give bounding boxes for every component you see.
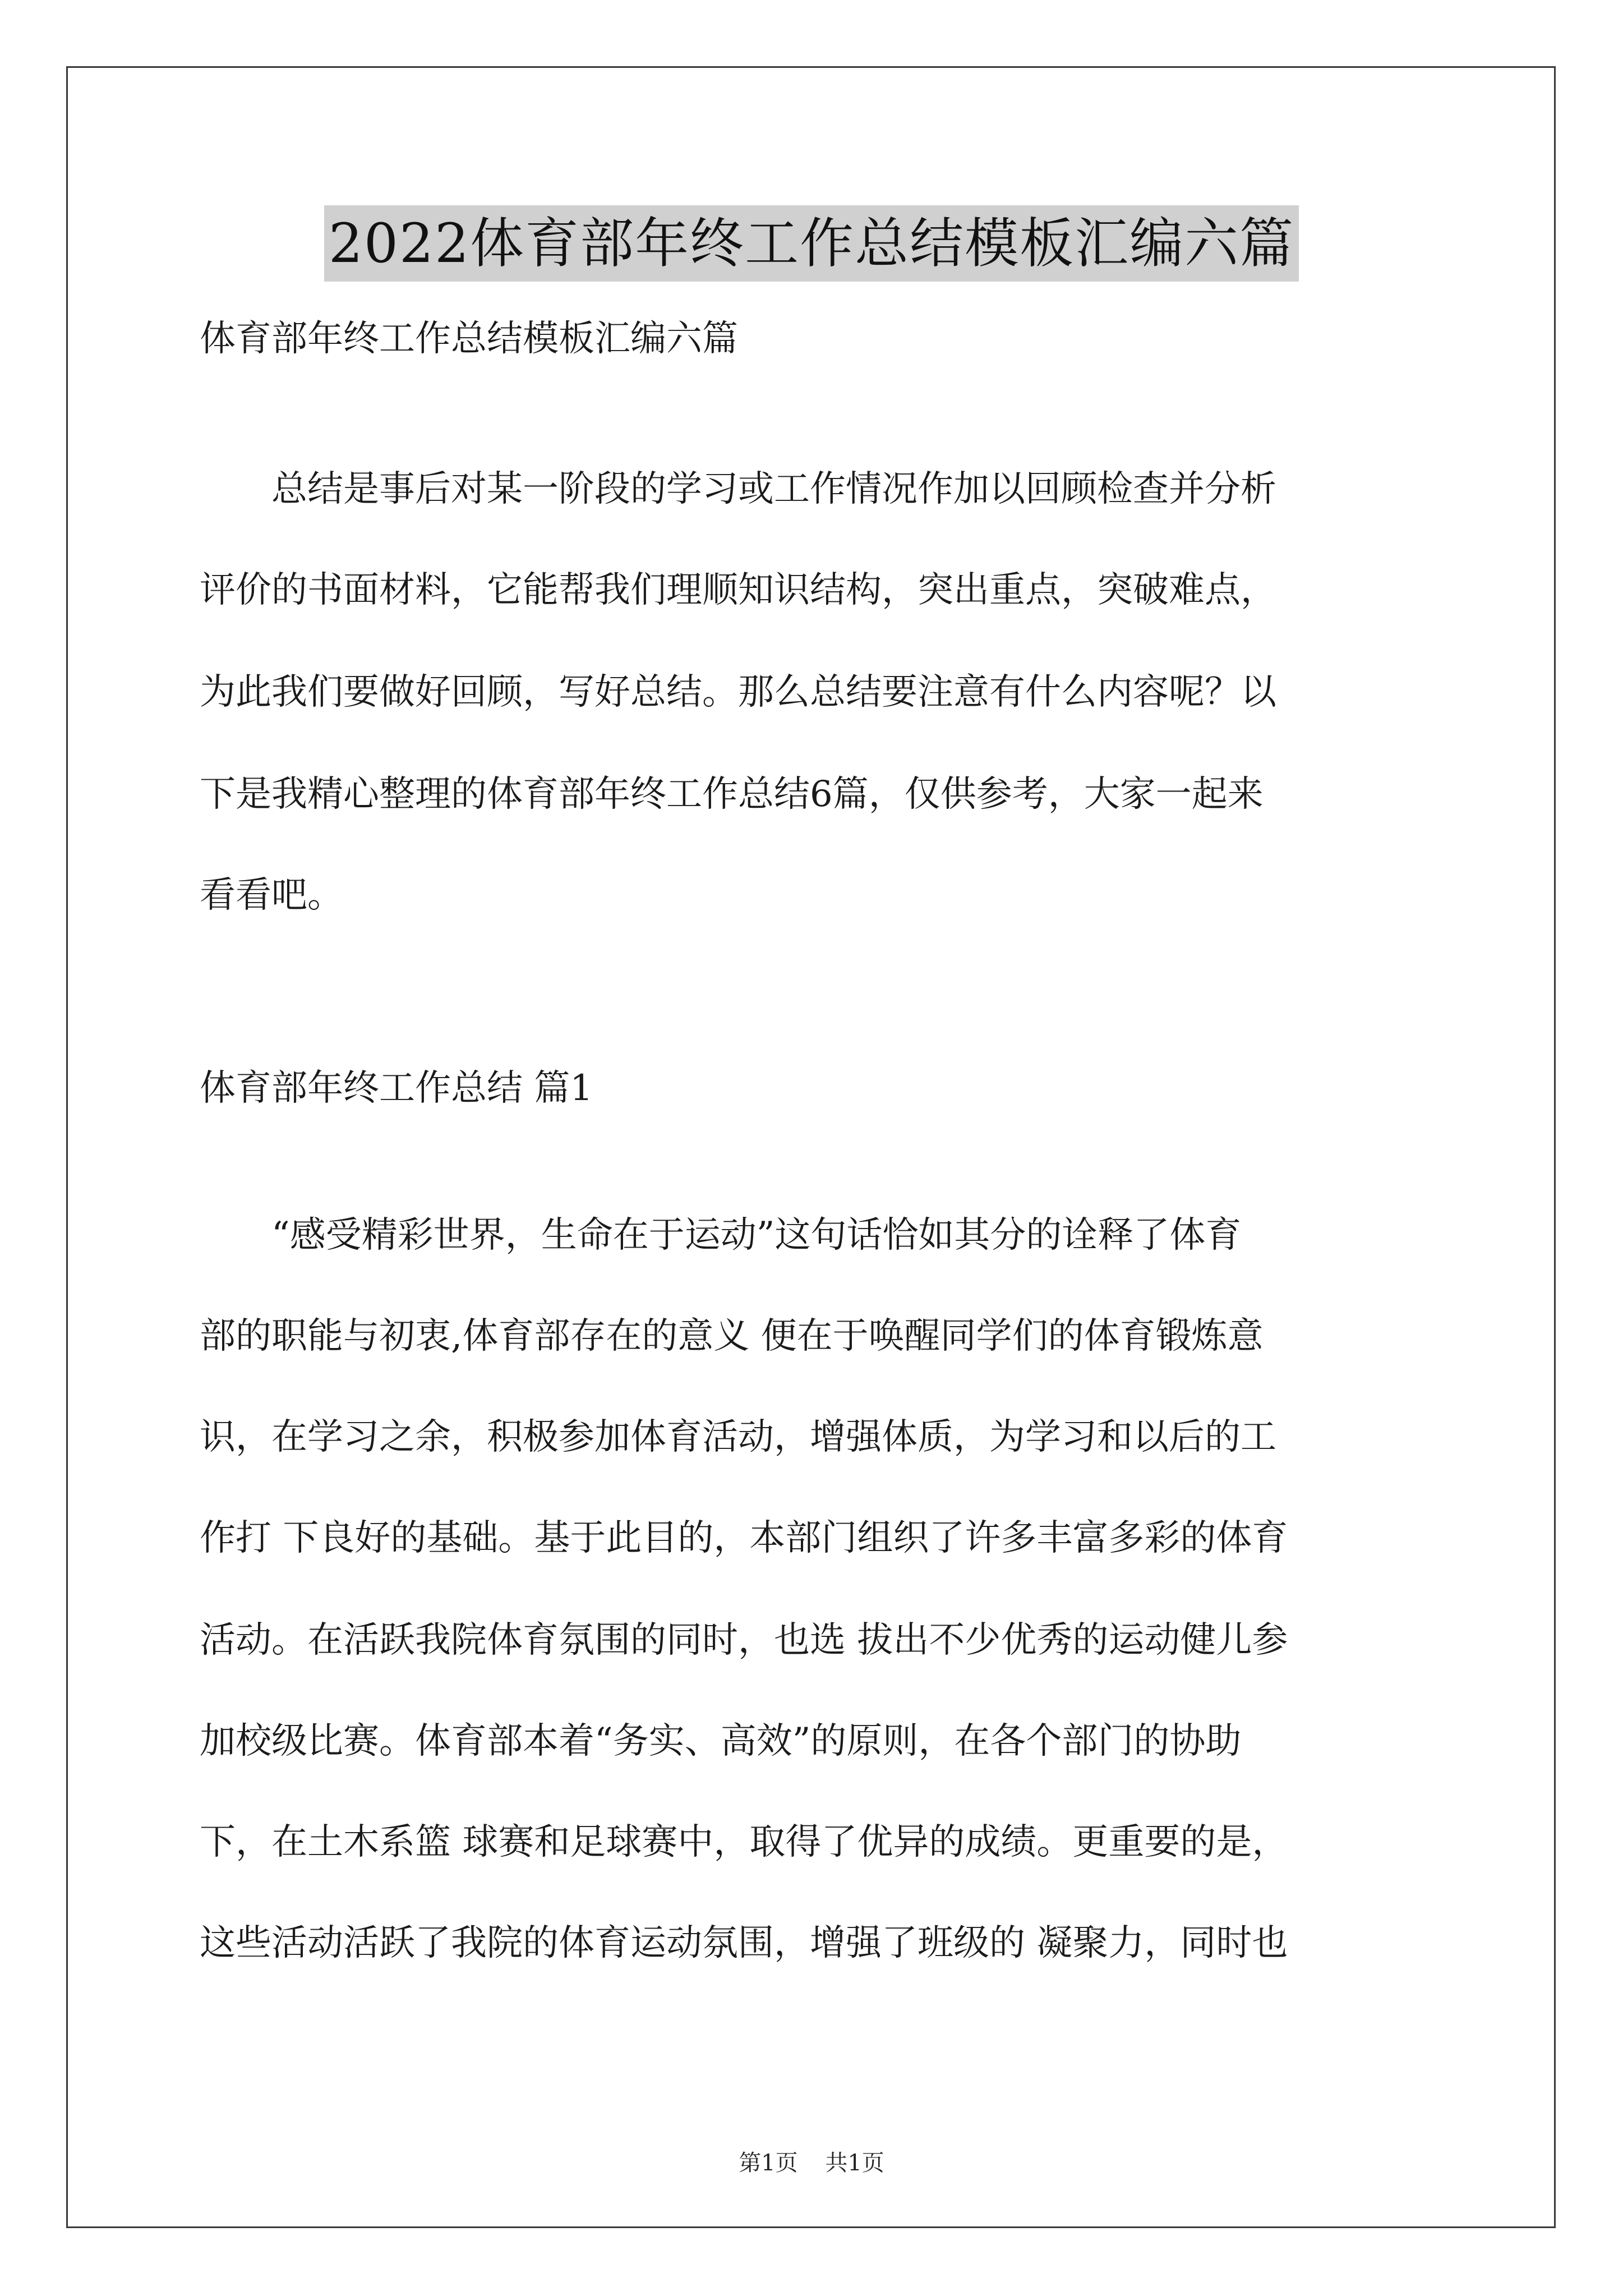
intro-line: 评价的书面材料，它能帮我们理顺知识结构，突出重点，突破难点， [200, 569, 1276, 611]
section-line: 下，在土木系篮 球赛和足球赛中，取得了优异的成绩。更重要的是， [200, 1821, 1288, 1863]
page-number-current: 第1页 [739, 2150, 798, 2176]
section-heading: 体育部年终工作总结 篇1 [200, 1068, 593, 1109]
section-line: 识，在学习之余，积极参加体育活动，增强体质，为学习和以后的工 [200, 1416, 1276, 1458]
title-container [0, 205, 1623, 282]
section-line: “感受精彩世界，生命在于运动”这句话恰如其分的诠释了体育 [271, 1214, 1242, 1256]
intro-line: 为此我们要做好回顾，写好总结。那么总结要注意有什么内容呢？以 [200, 671, 1276, 713]
document-title: 2022体育部年终工作总结模板汇编六篇 [324, 205, 1299, 282]
section-line: 活动。在活跃我院体育氛围的同时，也选 拔出不少优秀的运动健儿参 [200, 1619, 1288, 1661]
page-number-total: 共1页 [825, 2150, 884, 2176]
section-line: 部的职能与初衷,体育部存在的意义 便在于唤醒同学们的体育锻炼意 [200, 1315, 1264, 1357]
intro-line: 下是我精心整理的体育部年终工作总结6篇，仅供参考，大家一起来 [200, 774, 1264, 815]
section-line: 作打 下良好的基础。基于此目的，本部门组织了许多丰富多彩的体育 [200, 1517, 1288, 1559]
section-line: 加校级比赛。体育部本着“务实、高效”的原则，在各个部门的协助 [200, 1720, 1242, 1762]
document-subtitle: 体育部年终工作总结模板汇编六篇 [200, 318, 738, 360]
intro-line: 总结是事后对某一阶段的学习或工作情况作加以回顾检查并分析 [271, 468, 1276, 510]
intro-line: 看看吧。 [200, 875, 343, 916]
page-footer [0, 2147, 1623, 2179]
section-line: 这些活动活跃了我院的体育运动氛围，增强了班级的 凝聚力，同时也 [200, 1922, 1288, 1964]
page-border [66, 66, 1556, 2228]
